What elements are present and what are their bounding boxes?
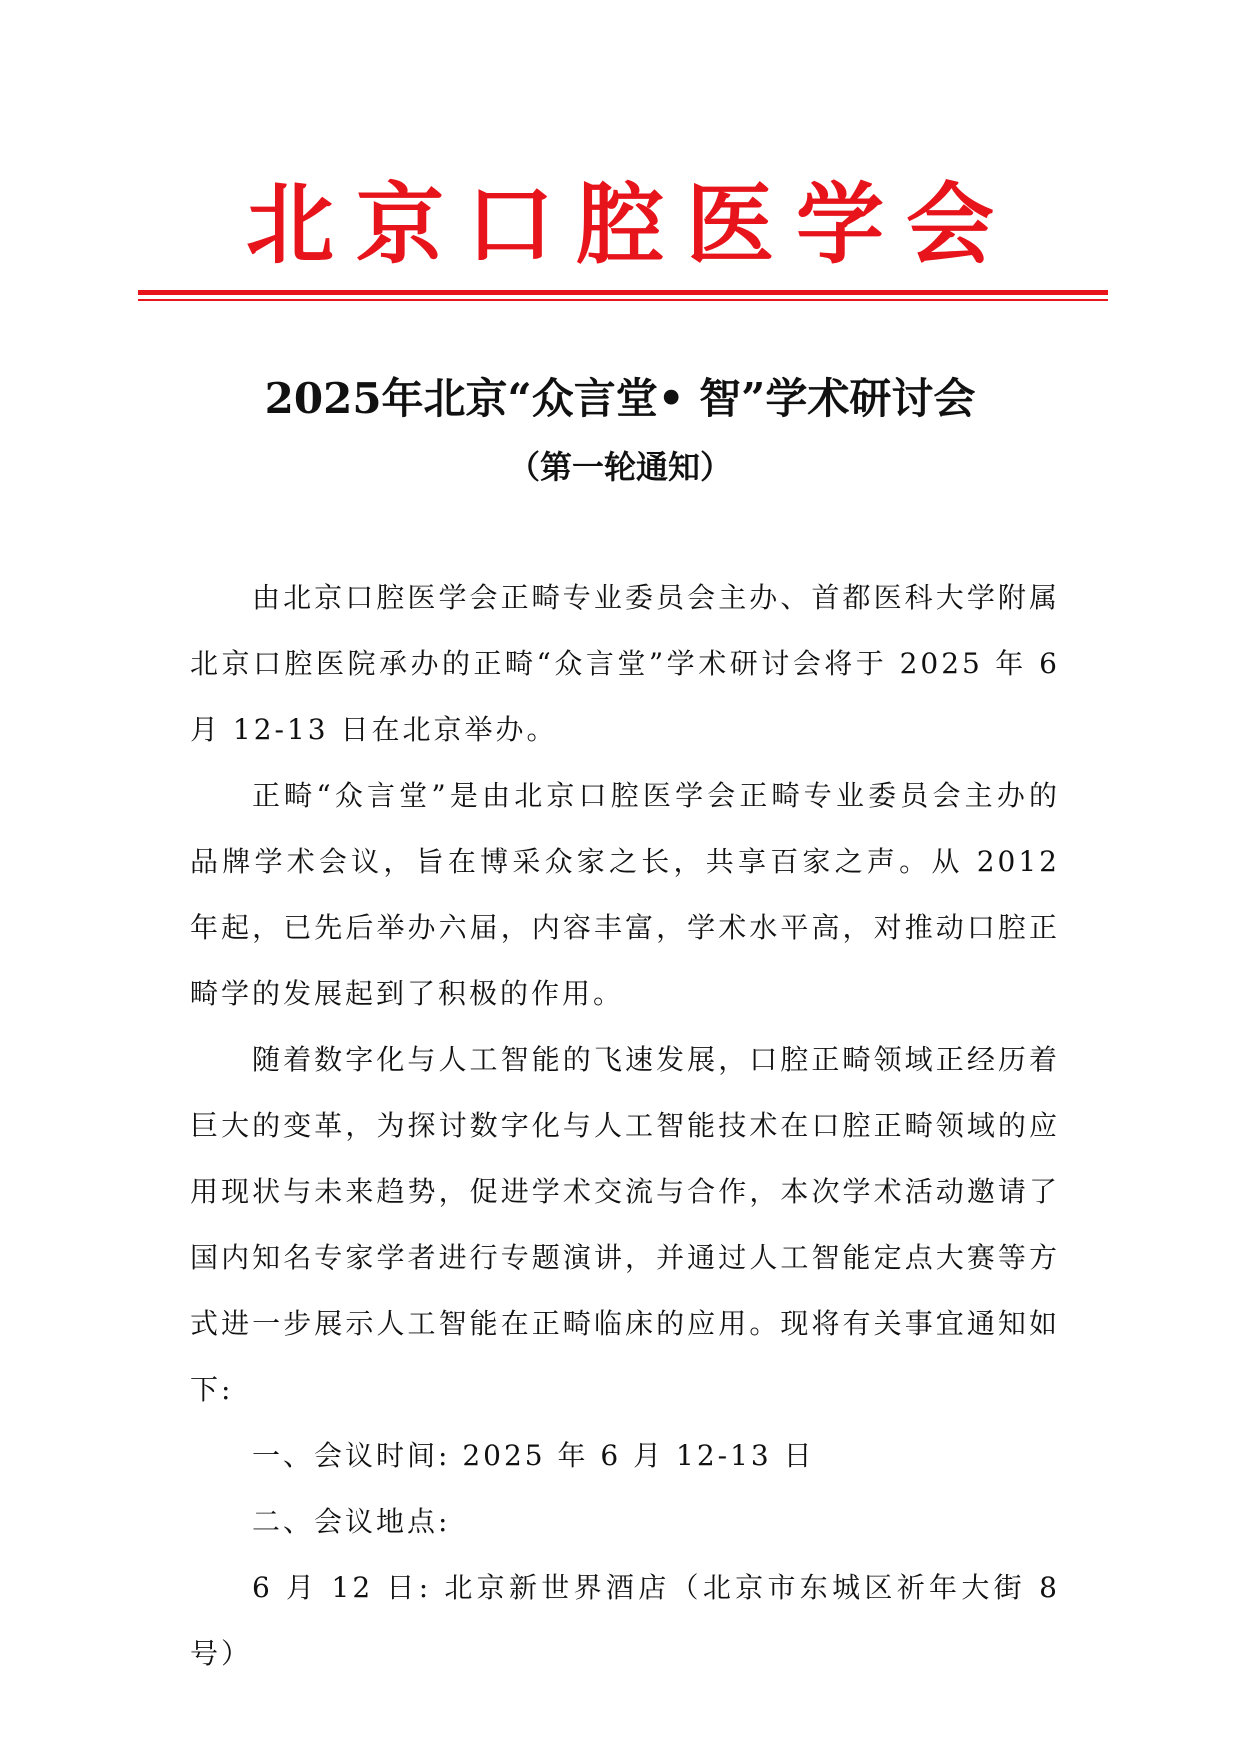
letterhead-org-name: 北京口腔医学会	[245, 173, 1016, 276]
document-subtitle: （第一轮通知）	[507, 448, 732, 486]
paragraph-venue-june-12: 6 月 12 日: 北京新世界酒店（北京市东城区祈年大街 8 号）	[190, 1571, 1060, 1670]
paragraph-meeting-venue-heading: 二、会议地点:	[252, 1505, 451, 1538]
paragraph-intro: 由北京口腔医学会正畸专业委员会主办、首都医科大学附属北京口腔医院承办的正畸“众言堂”学术研讨会将于 2025 年 6 月 12-13 日在北京举办。	[190, 581, 1060, 746]
paragraph-meeting-time: 一、会议时间: 2025 年 6 月 12-13 日	[252, 1439, 815, 1472]
paragraph-background: 正畸“众言堂”是由北京口腔医学会正畸专业委员会主办的品牌学术会议，旨在博采众家之长，共享百家之声。从 2012 年起，已先后举办六届，内容丰富，学术水平高，对推动口腔正畸学的发展起到了积极的作用。	[190, 779, 1060, 1010]
letterhead-rule-thick	[138, 290, 1108, 295]
letterhead-rule-thin	[138, 299, 1108, 301]
document-body	[190, 565, 1060, 1687]
paragraph-purpose: 随着数字化与人工智能的飞速发展，口腔正畸领域正经历着巨大的变革，为探讨数字化与人工智能技术在口腔正畸领域的应用现状与未来趋势，促进学术交流与合作，本次学术活动邀请了国内知名专家学者进行专题演讲，并通过人工智能定点大赛等方式进一步展示人工智能在正畸临床的应用。现将有关事宜通知如下:	[190, 1043, 1060, 1406]
document-title: 2025年北京“众言堂• 智”学术研讨会	[264, 374, 976, 423]
